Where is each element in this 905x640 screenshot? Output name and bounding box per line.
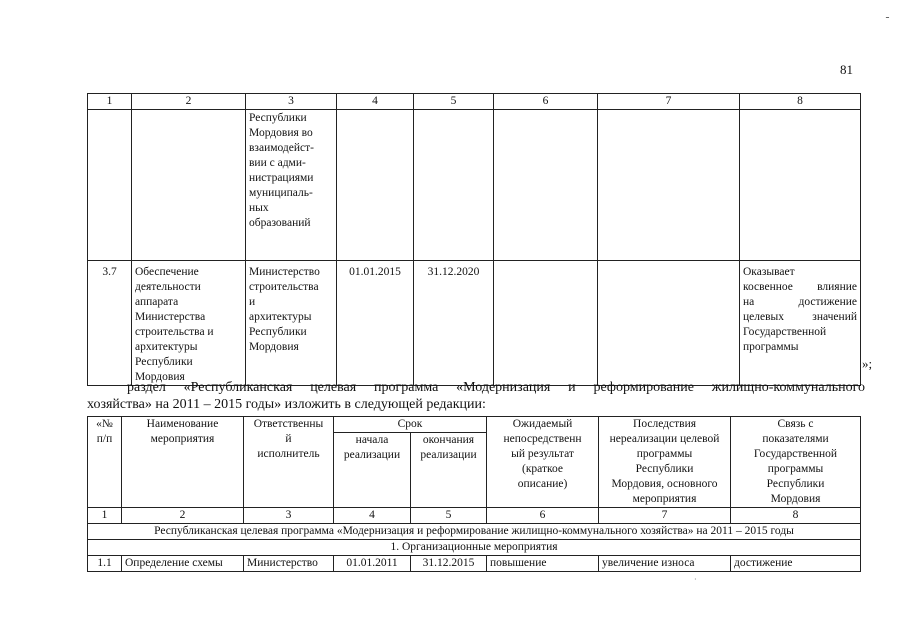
- text-line: начала: [355, 434, 389, 446]
- text-line: Республики: [249, 326, 307, 338]
- text-line: Республики: [766, 478, 825, 490]
- text-line: мероприятия: [632, 493, 697, 505]
- cell-end-date: [414, 261, 494, 386]
- text-line: Мордовия во: [249, 127, 313, 139]
- text-line: целевых значений: [743, 311, 857, 323]
- cell-name: [132, 261, 246, 386]
- text-line: окончания: [422, 434, 475, 446]
- header-responsible: [244, 417, 334, 508]
- text-line: программы: [636, 448, 693, 460]
- header-number: [88, 417, 122, 508]
- text-line: нистрациями: [249, 172, 314, 184]
- cell-empty: [494, 110, 598, 261]
- text-line: нереализации целевой: [609, 433, 720, 445]
- section-title-row: [88, 540, 861, 556]
- cell-link: достижение: [731, 556, 861, 572]
- text-line: архитектуры: [249, 311, 312, 323]
- start-date: 01.01.2015: [349, 266, 401, 278]
- cell-responsible: Министерство: [244, 556, 334, 572]
- text-line: (краткое: [522, 463, 564, 475]
- col-number: 7: [599, 508, 731, 524]
- header-start: [334, 433, 411, 508]
- text-line: косвенное влияние: [743, 281, 857, 293]
- text-line: ных: [249, 202, 269, 214]
- col-number: 2: [132, 94, 246, 110]
- cell-responsible: [246, 110, 337, 261]
- text-line: Министерство: [249, 266, 320, 278]
- text-line: Ожидаемый: [512, 418, 573, 430]
- text-line: аппарата: [135, 296, 179, 308]
- col-number: 1: [88, 94, 132, 110]
- text-line: образований: [249, 217, 311, 229]
- col-number: 5: [411, 508, 487, 524]
- header-row: [88, 417, 861, 433]
- cell-empty: [414, 110, 494, 261]
- text-line: и: [249, 296, 256, 308]
- header-name: [122, 417, 244, 508]
- text-line: Обеспечение: [135, 266, 199, 278]
- text-line: Государственной: [743, 326, 827, 338]
- col-number: 8: [731, 508, 861, 524]
- scan-mark: ـ: [886, 10, 889, 21]
- text-line: Мордовия: [770, 493, 821, 505]
- text-line: Оказывает: [743, 266, 795, 278]
- text-line: деятельности: [135, 281, 201, 293]
- text-line: Государственной: [753, 448, 838, 460]
- text-line: Мордовия: [249, 341, 299, 353]
- text-line: «№: [96, 418, 113, 430]
- col-number: 8: [740, 94, 861, 110]
- col-number: 6: [494, 94, 598, 110]
- continuation-row: [88, 110, 861, 261]
- col-number: 6: [487, 508, 599, 524]
- text-line: на достижение: [743, 296, 857, 308]
- cell-responsible: [246, 261, 337, 386]
- text-line: Министерства: [135, 311, 206, 323]
- end-date: 31.12.2015: [411, 556, 487, 572]
- text-line: муниципаль-: [249, 187, 313, 199]
- col-number: 4: [334, 508, 411, 524]
- text-line: архитектуры: [135, 341, 198, 353]
- text-line: Мордовия: [135, 371, 185, 383]
- row-1-1: [88, 556, 861, 572]
- header-result: [487, 417, 599, 508]
- header-term: Срок: [334, 417, 487, 433]
- program-title: Республиканская целевая программа «Модернизация и реформирование жилищно-коммунального хозяйства» на 2011 – 2015 годы: [88, 524, 861, 540]
- text-line: программы: [767, 463, 824, 475]
- col-number: 1: [88, 508, 122, 524]
- text-line: описание): [517, 478, 568, 490]
- start-date: 01.01.2011: [334, 556, 411, 572]
- cell-empty: [494, 261, 598, 386]
- row-number: 3.7: [102, 266, 117, 278]
- col-number: 3: [246, 94, 337, 110]
- text-line: реализации: [420, 449, 477, 461]
- text-line: Республики: [249, 112, 307, 124]
- text-line: исполнитель: [257, 448, 320, 460]
- amendment-paragraph: [87, 379, 865, 413]
- row-3-7: [88, 261, 861, 386]
- text-line: показателями: [762, 433, 829, 445]
- text-line: ый результат: [511, 448, 574, 460]
- text-line: Мордовия, основного: [611, 478, 718, 490]
- cell-name: Определение схемы: [122, 556, 244, 572]
- col-number: 4: [337, 94, 414, 110]
- text-line: Ответственны: [253, 418, 324, 430]
- text-line: непосредственн: [503, 433, 582, 445]
- cell-link: [740, 261, 861, 386]
- section-title: 1. Организационные мероприятия: [88, 540, 861, 556]
- column-number-row: [88, 508, 861, 524]
- cell-empty: [88, 110, 132, 261]
- cell-empty: [740, 110, 861, 261]
- column-number-row: [88, 94, 861, 110]
- header-consequences: [599, 417, 731, 508]
- text-line: программы: [743, 341, 799, 353]
- closing-quote: »;: [862, 356, 873, 371]
- text-line: п/п: [96, 433, 113, 445]
- cell-result: повышение: [487, 556, 599, 572]
- text-line: реализации: [343, 449, 401, 461]
- text-line: Связь с: [777, 418, 814, 430]
- col-number: 2: [122, 508, 244, 524]
- row-number: 1.1: [88, 556, 122, 572]
- paragraph-line: хозяйства» на 2011 – 2015 годы» изложить в следующей редакции:: [87, 397, 486, 412]
- text-line: мероприятия: [150, 433, 215, 445]
- text-line: Республики: [135, 356, 193, 368]
- cell-empty: [337, 110, 414, 261]
- text-line: взаимодейст-: [249, 142, 314, 154]
- cell-start-date: [337, 261, 414, 386]
- program-title-row: [88, 524, 861, 540]
- scan-mark: ·: [694, 575, 697, 584]
- header-link: [731, 417, 861, 508]
- col-number: 7: [598, 94, 740, 110]
- program-table-new: [87, 416, 861, 572]
- text-line: Республики: [635, 463, 694, 475]
- cell-number: [88, 261, 132, 386]
- end-date: 31.12.2020: [427, 266, 480, 278]
- program-table-continued: [87, 93, 861, 386]
- cell-empty: [598, 110, 740, 261]
- cell-empty: [598, 261, 740, 386]
- page-number: 81: [840, 62, 853, 77]
- text-line: Последствия: [633, 418, 697, 430]
- cell-consequences: увеличение износа: [599, 556, 731, 572]
- text-line: вии с адми-: [249, 157, 306, 169]
- text-line: Наименование: [146, 418, 219, 430]
- header-end: [411, 433, 487, 508]
- col-number: 5: [414, 94, 494, 110]
- paragraph-line: раздел «Республиканская целевая программа «Модернизация и реформирование жилищно-коммунального: [127, 380, 865, 395]
- text-line: строительства и: [135, 326, 214, 338]
- col-number: 3: [244, 508, 334, 524]
- text-line: й: [285, 433, 292, 445]
- cell-empty: [132, 110, 246, 261]
- text-line: строительства: [249, 281, 319, 293]
